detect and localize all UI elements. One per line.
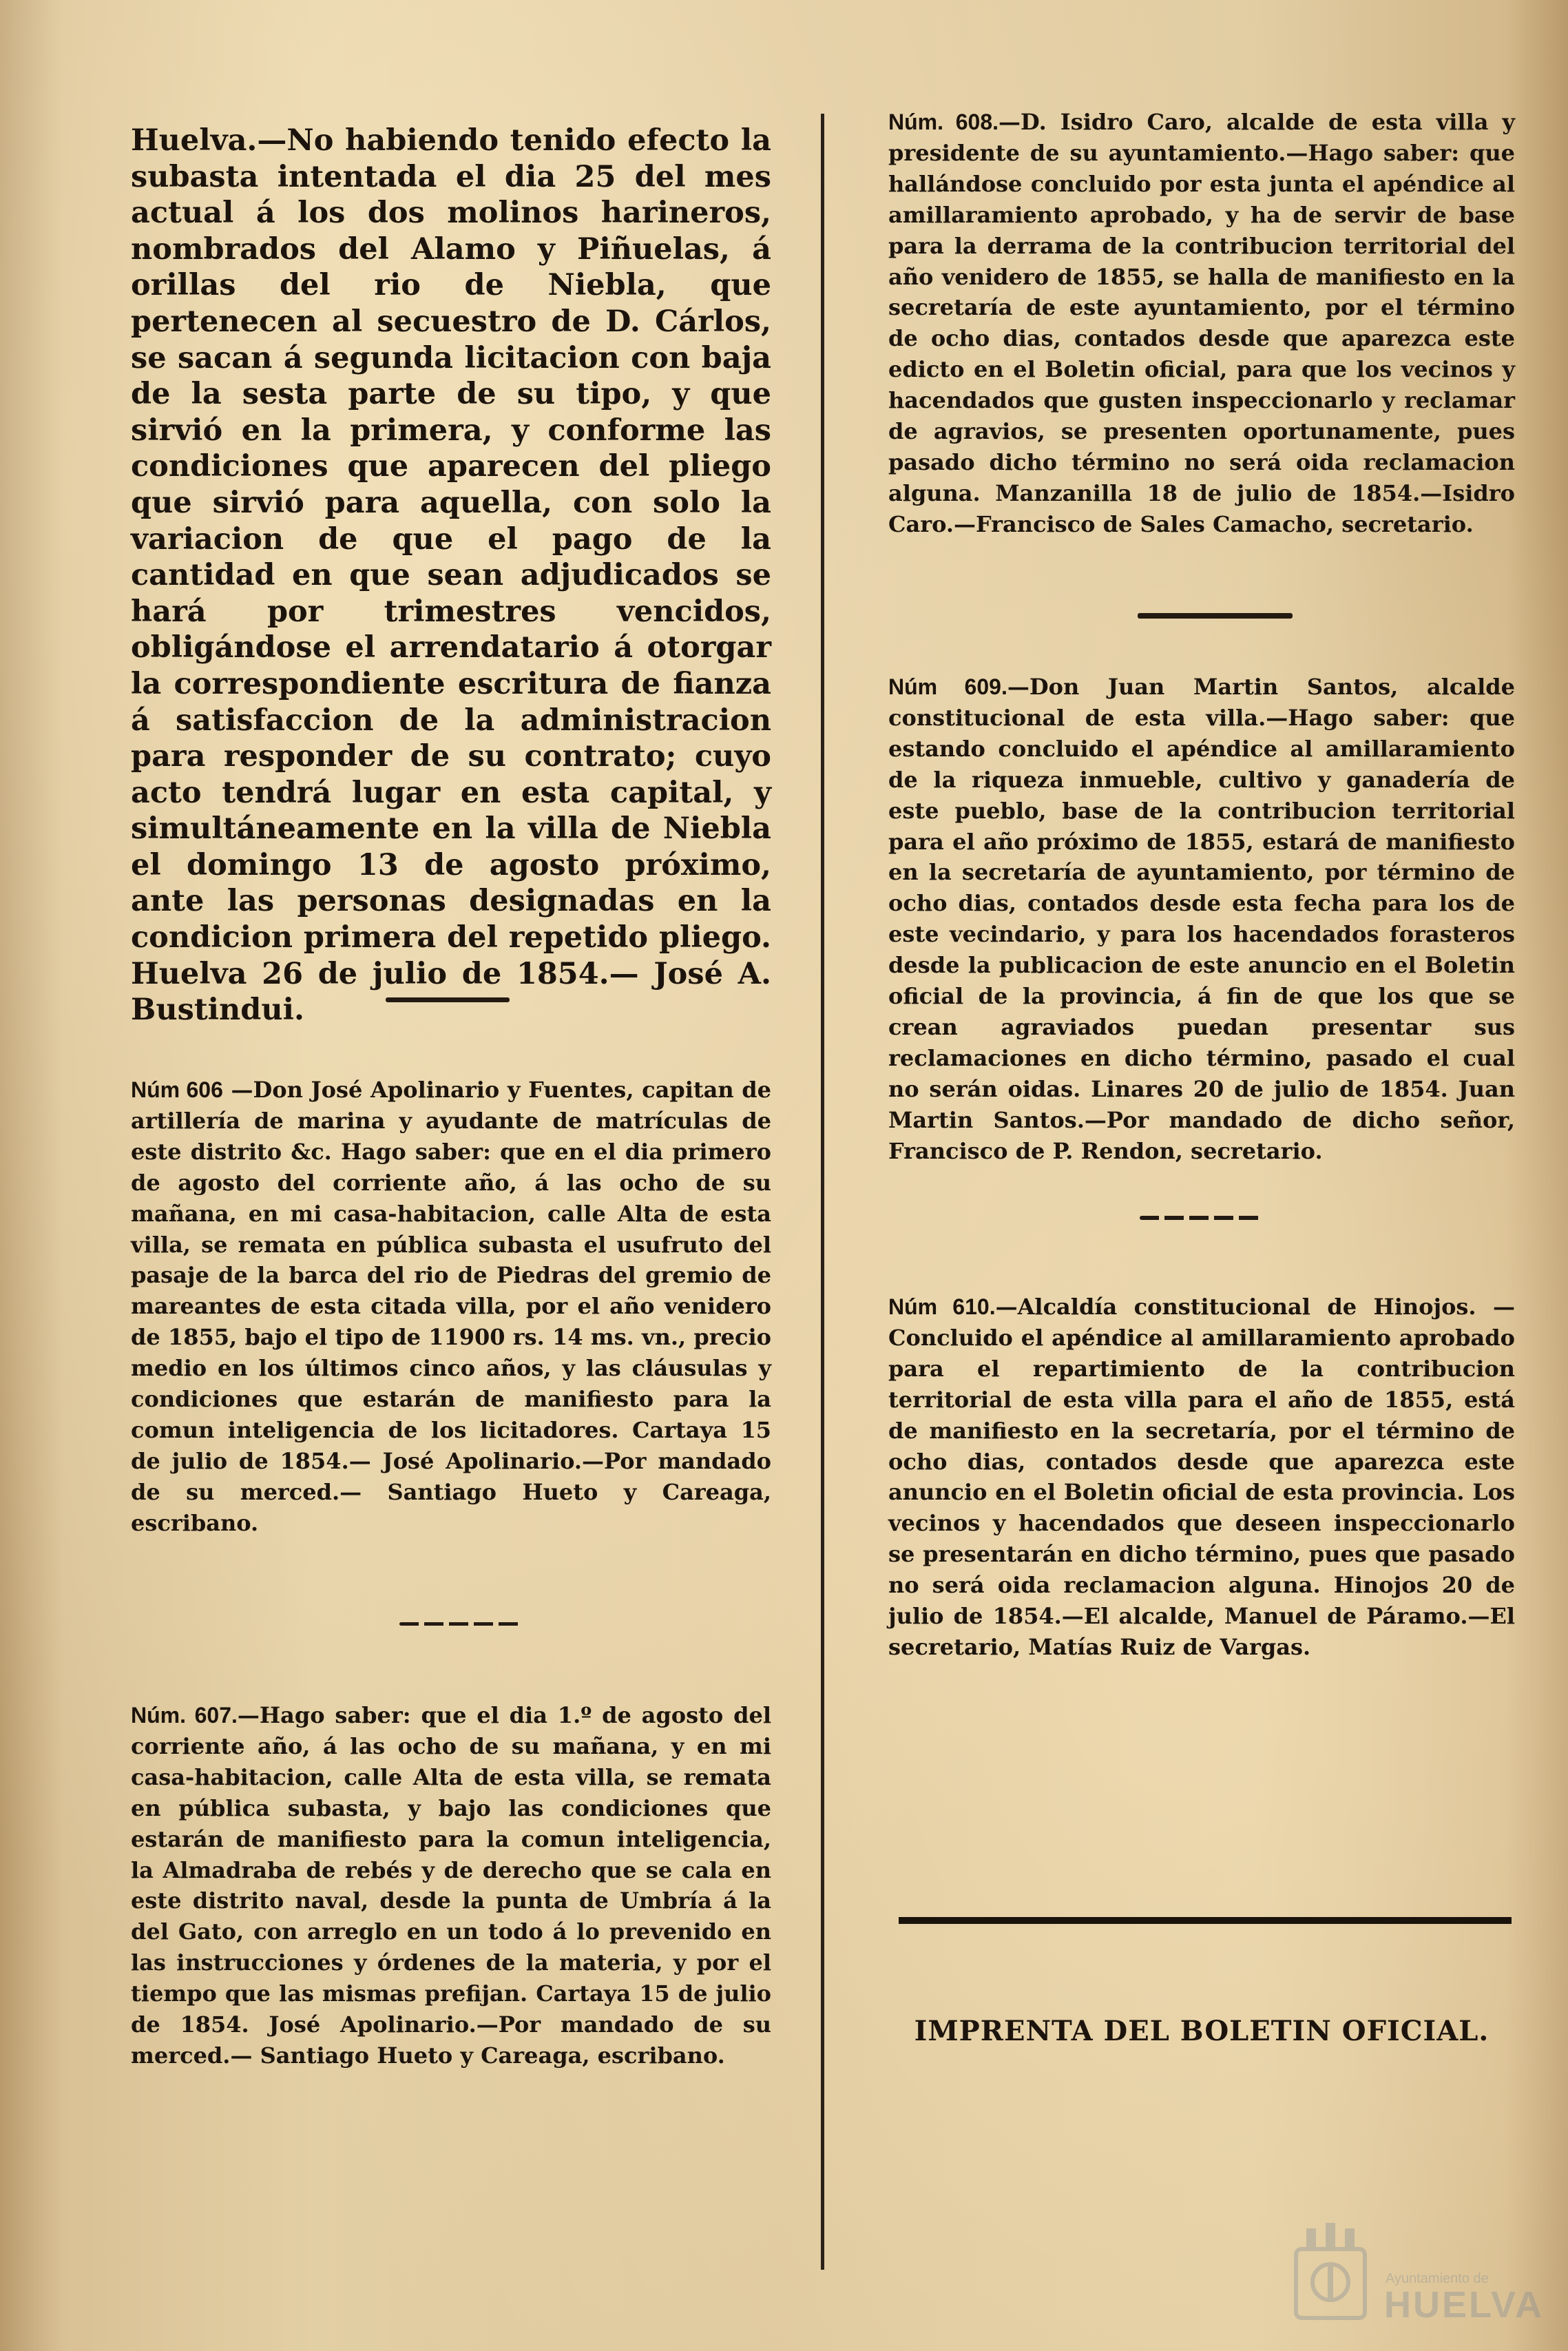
notice-607 xyxy=(131,1700,771,2071)
notice-606-number: Núm 606 xyxy=(131,1077,223,1102)
notice-610-number: Núm 610. xyxy=(888,1294,996,1319)
notice-607-number: Núm. 607. xyxy=(131,1703,238,1728)
huelva-lead-notice: Huelva.—No habiendo tenido efecto la subasta intentada el dia 25 del mes actual á los dos molinos harineros, nombrados del Alamo y Piñuelas, á orillas del rio de Niebla, que pertenecen al secuestro de D. Cárlos, se sacan á segunda licitacion con baja de la sesta parte de su tipo, y que sirvió en la primera, y conforme las condiciones que aparecen del pliego que sirvió para aquella, con solo la variacion de que el pago de la cantidad en que sean adjudicados se hará por trimestres vencidos, obligándose el arrendatario á otorgar la correspondiente escritura de fianza á satisfaccion de la administracion para responder de su contrato; cuyo acto tendrá lugar en esta capital, y simultáneamente en la villa de Niebla el domingo 13 de agosto próximo, ante las personas designadas en la condicion primera del repetido pliego. Huelva 26 de julio de 1854.— José A. Bustindui. xyxy=(131,123,771,1028)
notice-610-text: —Alcaldía constitucional de Hinojos. —Concluido el apéndice al amillaramiento aprobado para el repartimiento de la contribucion territorial de esta villa para el año de 1855, está de manifiesto en la secretaría, por el término de ocho dias, contados desde que aparezca este anuncio en el Boletin oficial de esta provincia. Los vecinos y hacendados que deseen inspeccionarlo se presentarán en dicho término, pues que pasado no será oida reclamacion alguna. Hinojos 20 de julio de 1854.—El alcalde, Manuel de Páramo.—El secretario, Matías Ruiz de Vargas. xyxy=(888,1294,1515,1660)
archive-watermark xyxy=(1282,2215,1544,2332)
separator-line xyxy=(1138,613,1293,619)
imprint-line: IMPRENTA DEL BOLETIN OFICIAL. xyxy=(914,2015,1489,2047)
notice-610 xyxy=(888,1292,1515,1663)
notice-609-number: Núm 609. xyxy=(888,674,1007,699)
notice-609-text: —Don Juan Martin Santos, alcalde constitucional de esta villa.—Hago saber: que estando concluido el apéndice al amillaramiento de la riqueza inmueble, cultivo y ganadería de este pueblo, base de la contribucion territorial para el año próximo de 1855, estará de manifiesto en la secretaría de ayuntamiento, por término de ocho dias, contados desde esta fecha para los de este vecindario, y para los hacendados forasteros desde la publicacion de este anuncio en el Boletin oficial de la provincia, á fin de que los que se crean agraviados puedan presentar sus reclamaciones en dicho término, pasado el cual no serán oidas. Linares 20 de julio de 1854. Juan Martin Santos.—Por mandado de dicho señor, Francisco de P. Rendon, secretario. xyxy=(888,674,1516,1164)
notice-606-text: —Don José Apolinario y Fuentes, capitan de artillería de marina y ayudante de matrículas de este distrito &c. Hago saber: que en el dia primero de agosto del corriente año, á las ocho de su mañana, en mi casa-habitacion, calle Alta de esta villa, se remata en pública subasta el usufruto del pasaje de la barca del rio de Piedras del gremio de mareantes de esta citada villa, por el año venidero de 1855, bajo el tipo de 11900 rs. 14 ms. vn., precio medio en los últimos cinco años, y las cláusulas y condiciones que estarán de manifiesto para la comun inteligencia de los licitadores. Cartaya 15 de julio de 1854.— José Apolinario.—Por mandado de su merced.— Santiago Hueto y Careaga, escribano. xyxy=(131,1077,772,1536)
notice-608 xyxy=(888,107,1515,540)
separator-dashed xyxy=(399,1622,520,1626)
watermark-big-text: HUELVA xyxy=(1384,2284,1544,2326)
notice-608-number: Núm. 608. xyxy=(888,110,999,134)
notice-607-text: —Hago saber: que el dia 1.º de agosto del corriente año, á las ocho de su mañana, y en mi casa-habitacion, calle Alta de esta villa, se remata en pública subasta, y bajo las condiciones que estarán de manifiesto para la comun inteligencia, la Almadraba de rebés y de derecho que se cala en este distrito naval, desde la punta de Umbría á la del Gato, con arreglo en un todo á lo prevenido en las instrucciones y órdenes de la materia, y por el tiempo que las mismas prefijan. Cartaya 15 de julio de 1854. José Apolinario.—Por mandado de su merced.— Santiago Hueto y Careaga, escribano. xyxy=(131,1702,772,2069)
notice-606 xyxy=(131,1075,771,1539)
city-crest-icon xyxy=(1282,2221,1379,2325)
separator-ornament xyxy=(386,997,510,1002)
notice-608-text: —D. Isidro Caro, alcalde de esta villa y presidente de su ayuntamiento.—Hago saber: que hallándose concluido por esta junta el apéndice al amillaramiento aprobado, y ha de servir de base para la derrama de la contribucion territorial del año venidero de 1855, se halla de manifiesto en la secretaría de este ayuntamiento, por el término de ocho dias, contados desde que aparezca este edicto en el Boletin oficial, para que los vecinos y hacendados que gusten inspeccionarlo y reclamar de agravios, se presenten oportunamente, pues pasado dicho término no será oida reclamacion alguna. Manzanilla 18 de julio de 1854.—Isidro Caro.—Francisco de Sales Camacho, secretario. xyxy=(888,109,1516,537)
closing-rule xyxy=(899,1917,1512,1924)
watermark-small-text: Ayuntamiento de xyxy=(1386,2271,1489,2286)
left-column xyxy=(131,123,771,1028)
column-divider xyxy=(821,114,824,2270)
separator-dashed xyxy=(1140,1216,1260,1220)
notice-609 xyxy=(888,672,1515,1167)
